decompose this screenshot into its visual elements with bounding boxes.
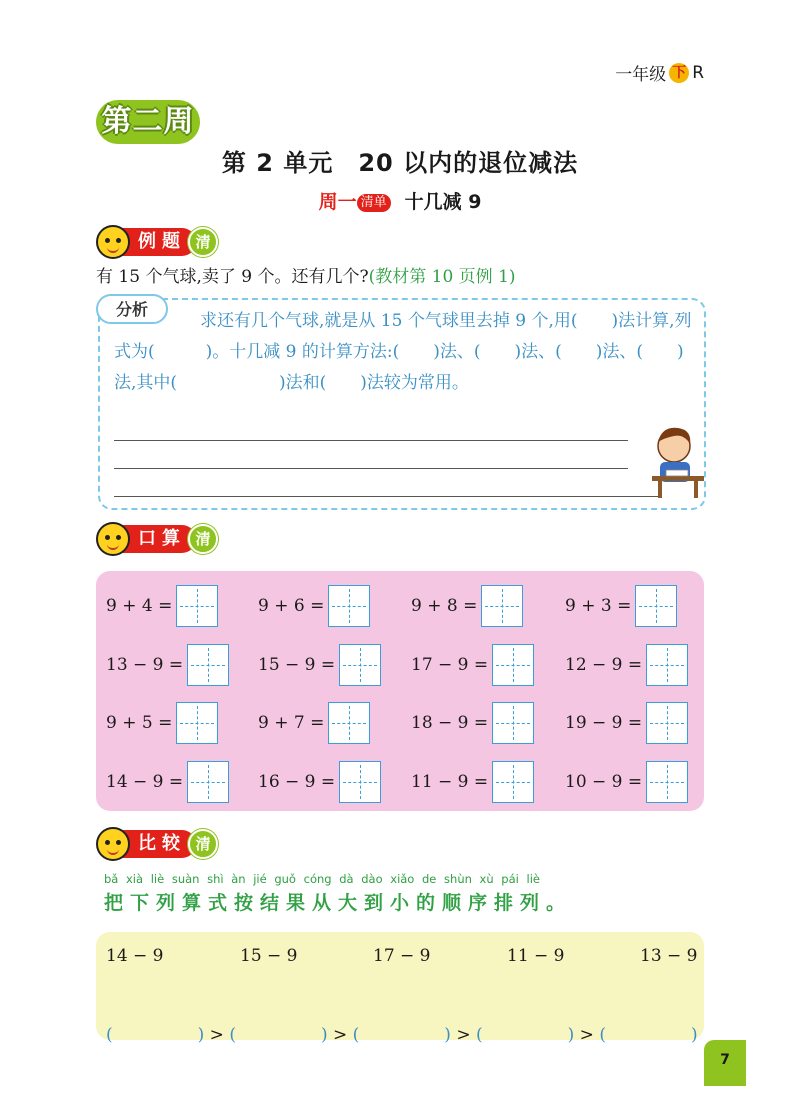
greater-than-sign: > xyxy=(209,1025,224,1045)
analysis-text: 求还有几个气球,就是从 15 个气球里去掉 9 个,用( )法计算,列式为( )。十几减 9 的计算方法:( )法、( )法、( )法、( )法,其中( )法和( )法较为常用。 xyxy=(114,311,692,393)
answer-grid-box[interactable] xyxy=(646,761,688,803)
oral-item xyxy=(106,762,229,802)
student-writing-icon xyxy=(650,420,706,500)
oral-item xyxy=(258,703,370,743)
edition-text: R xyxy=(692,62,704,83)
day-heading xyxy=(0,187,800,214)
answer-grid-box[interactable] xyxy=(492,644,534,686)
oral-item xyxy=(258,586,370,626)
answer-grid-box[interactable] xyxy=(635,585,677,627)
compare-instruction: 把下列算式按结果从大到小的顺序排列。 xyxy=(104,892,573,914)
answer-grid-box[interactable] xyxy=(176,585,218,627)
order-answer-row xyxy=(106,1020,698,1045)
section-example-header xyxy=(96,226,218,258)
order-blank[interactable]: ( ) xyxy=(106,1025,205,1045)
oral-expression: 16 − 9 = xyxy=(258,772,336,792)
greater-than-sign: > xyxy=(579,1025,594,1045)
compare-expression: 17 − 9 xyxy=(373,946,431,966)
oral-item xyxy=(411,645,534,685)
grade-label xyxy=(615,60,704,85)
bee-mascot-icon xyxy=(96,522,130,556)
order-blank[interactable]: ( ) xyxy=(599,1025,698,1045)
oral-item xyxy=(106,645,229,685)
oral-item xyxy=(106,586,218,626)
instruction-pinyin: bǎ xià liè suàn shì àn jié guǒ cóng dà dào xiǎo de shùn xù pái liè xyxy=(104,872,540,886)
answer-grid-box[interactable] xyxy=(328,585,370,627)
oral-expression: 14 − 9 = xyxy=(106,772,184,792)
section-oral-label: 口算 xyxy=(120,525,196,553)
oral-expression: 9 + 8 = xyxy=(411,596,478,616)
question-text: 有 15 个气球,卖了 9 个。还有几个? xyxy=(96,267,369,287)
qing-badge-icon: 清 xyxy=(188,524,218,554)
answer-grid-box[interactable] xyxy=(187,644,229,686)
compare-expression: 13 − 9 xyxy=(640,946,698,966)
answer-grid-box[interactable] xyxy=(481,585,523,627)
analysis-tag: 分析 xyxy=(96,294,168,324)
qingdan-tag: 清单 xyxy=(357,194,391,212)
section-example-label: 例题 xyxy=(120,228,196,256)
oral-item xyxy=(565,703,688,743)
bee-mascot-icon xyxy=(96,827,130,861)
section-oral-header xyxy=(96,523,218,555)
oral-item xyxy=(258,645,381,685)
answer-grid-box[interactable] xyxy=(339,644,381,686)
section-compare-label: 比较 xyxy=(120,830,196,858)
oral-expression: 15 − 9 = xyxy=(258,655,336,675)
oral-expression: 13 − 9 = xyxy=(106,655,184,675)
answer-grid-box[interactable] xyxy=(176,702,218,744)
answer-grid-box[interactable] xyxy=(187,761,229,803)
bee-mascot-icon xyxy=(96,225,130,259)
compare-expression: 14 − 9 xyxy=(106,946,164,966)
page-number: 7 xyxy=(704,1040,746,1086)
section-compare-header xyxy=(96,828,218,860)
order-blank[interactable]: ( ) xyxy=(352,1025,451,1045)
greater-than-sign: > xyxy=(333,1025,348,1045)
greater-than-sign: > xyxy=(456,1025,471,1045)
oral-item xyxy=(258,762,381,802)
compare-expression: 15 − 9 xyxy=(240,946,298,966)
oral-expression: 17 − 9 = xyxy=(411,655,489,675)
oral-expression: 9 + 6 = xyxy=(258,596,325,616)
qing-badge-icon: 清 xyxy=(188,829,218,859)
oral-item xyxy=(106,703,218,743)
oral-expression: 9 + 7 = xyxy=(258,713,325,733)
oral-item xyxy=(565,762,688,802)
answer-grid-box[interactable] xyxy=(492,702,534,744)
order-blank[interactable]: ( ) xyxy=(475,1025,575,1045)
grade-mark-badge: 下 xyxy=(669,63,689,83)
answer-grid-box[interactable] xyxy=(328,702,370,744)
oral-expression: 9 + 4 = xyxy=(106,596,173,616)
oral-item xyxy=(411,762,534,802)
oral-item xyxy=(565,645,688,685)
oral-item xyxy=(411,703,534,743)
week-badge: 第二周 xyxy=(96,100,200,144)
answer-line-2[interactable] xyxy=(114,468,628,469)
oral-item xyxy=(411,586,523,626)
answer-line-1[interactable] xyxy=(114,440,628,441)
day-topic: 十几减 9 xyxy=(404,191,482,213)
compare-expression: 11 − 9 xyxy=(507,946,565,966)
textbook-reference: (教材第 10 页例 1) xyxy=(368,267,516,287)
answer-grid-box[interactable] xyxy=(646,644,688,686)
oral-expression: 12 − 9 = xyxy=(565,655,643,675)
answer-grid-box[interactable] xyxy=(646,702,688,744)
answer-grid-box[interactable] xyxy=(492,761,534,803)
order-blank[interactable]: ( ) xyxy=(229,1025,328,1045)
grade-text: 一年级 xyxy=(615,65,667,85)
oral-item xyxy=(565,586,677,626)
oral-expression: 9 + 3 = xyxy=(565,596,632,616)
oral-expression: 9 + 5 = xyxy=(106,713,173,733)
answer-line-3[interactable] xyxy=(114,496,662,497)
unit-title: 第 2 单元 20 以内的退位减法 xyxy=(221,149,579,177)
answer-grid-box[interactable] xyxy=(339,761,381,803)
oral-expression: 19 − 9 = xyxy=(565,713,643,733)
oral-expression: 11 − 9 = xyxy=(411,772,489,792)
oral-expression: 18 − 9 = xyxy=(411,713,489,733)
oral-expression: 10 − 9 = xyxy=(565,772,643,792)
qing-badge-icon: 清 xyxy=(188,227,218,257)
day-label: 周一 xyxy=(318,191,357,213)
example-question xyxy=(96,262,516,287)
